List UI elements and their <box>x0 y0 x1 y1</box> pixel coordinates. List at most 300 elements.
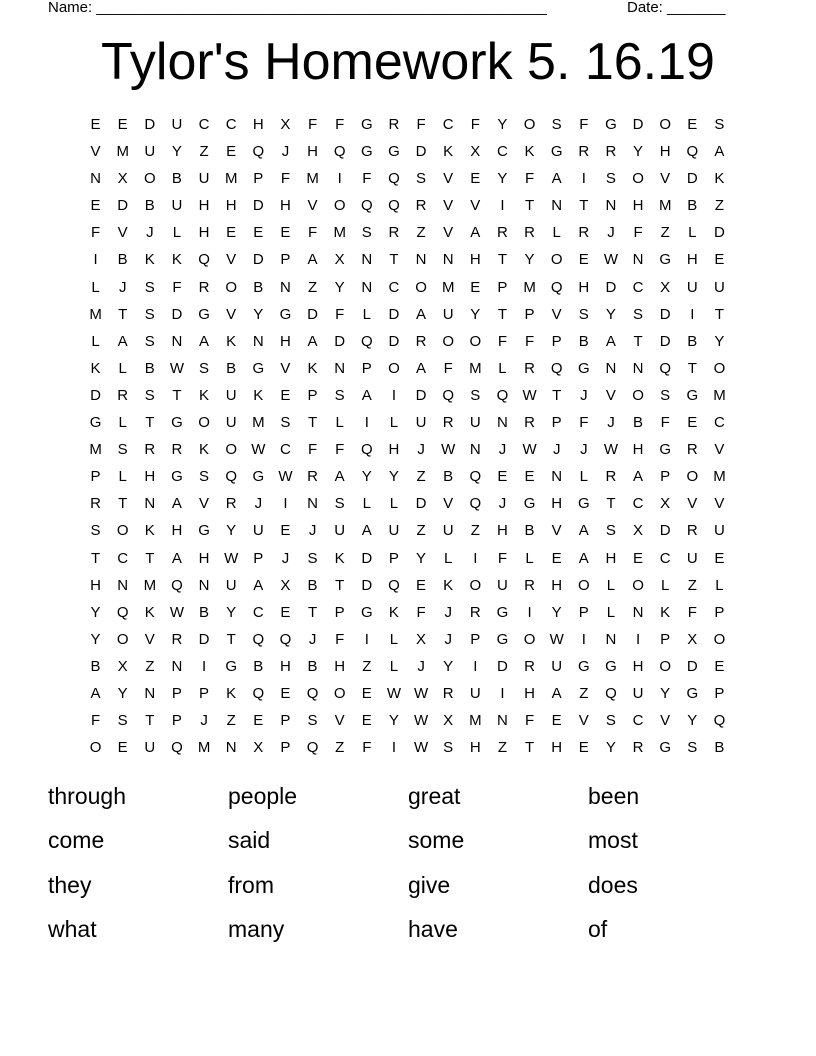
grid-letter: L <box>389 495 399 513</box>
grid-letter: E <box>280 522 291 540</box>
word-list-item: what <box>48 916 97 943</box>
grid-letter: R <box>415 332 427 350</box>
grid-letter: F <box>416 603 426 621</box>
grid-letter: Y <box>388 712 399 730</box>
grid-letter: C <box>442 116 454 133</box>
word-list <box>48 780 768 958</box>
grid-letter: S <box>578 305 589 323</box>
grid-letter: K <box>524 143 535 161</box>
word-search-grid <box>82 111 733 761</box>
grid-letter: D <box>659 305 671 323</box>
grid-letter: L <box>335 414 344 432</box>
grid-letter: H <box>198 197 210 215</box>
grid-letter: X <box>253 739 264 757</box>
grid-letter: U <box>497 576 508 594</box>
grid-letter: I <box>364 414 369 432</box>
grid-letter: N <box>469 441 481 459</box>
grid-letter: V <box>226 251 237 269</box>
grid-letter: U <box>415 414 427 432</box>
grid-letter: Y <box>605 739 616 757</box>
grid-letter: J <box>308 522 317 540</box>
grid-letter: Q <box>388 197 400 215</box>
grid-letter: E <box>280 684 291 702</box>
grid-letter: L <box>389 630 399 648</box>
grid-letter: G <box>496 630 509 648</box>
grid-letter: Y <box>497 170 508 188</box>
grid-letter: L <box>91 278 100 296</box>
grid-letter: Z <box>497 739 508 757</box>
grid-letter: J <box>580 441 588 459</box>
grid-letter: I <box>337 170 342 188</box>
grid-letter: E <box>524 468 535 486</box>
grid-letter: G <box>89 414 102 432</box>
grid-letter: K <box>334 549 345 567</box>
grid-letter: S <box>144 278 155 296</box>
grid-letter: S <box>307 712 318 730</box>
grid-letter: F <box>443 359 453 377</box>
grid-letter: L <box>389 414 399 432</box>
grid-letter: K <box>144 251 155 269</box>
grid-letter: O <box>632 170 644 188</box>
grid-letter: L <box>444 549 453 567</box>
grid-letter: Z <box>416 468 426 486</box>
grid-letter: U <box>714 522 725 540</box>
word-list-item: most <box>588 827 638 854</box>
grid-letter: B <box>524 522 535 540</box>
grid-letter: S <box>334 386 345 404</box>
grid-letter: L <box>118 468 127 486</box>
grid-letter: S <box>605 170 616 188</box>
word-list-item: from <box>228 871 274 898</box>
grid-letter: H <box>686 251 698 269</box>
grid-letter: D <box>632 116 644 133</box>
grid-letter: K <box>443 576 454 594</box>
grid-letter: R <box>632 739 644 757</box>
grid-letter: J <box>498 495 507 513</box>
grid-letter: O <box>388 359 400 377</box>
grid-letter: D <box>659 522 671 540</box>
grid-letter: F <box>524 170 535 188</box>
grid-letter: X <box>117 657 128 675</box>
grid-letter: R <box>415 197 427 215</box>
grid-letter: N <box>497 712 508 730</box>
grid-letter: V <box>443 197 454 215</box>
grid-letter: W <box>549 630 564 648</box>
grid-letter: W <box>169 603 185 621</box>
grid-letter: P <box>253 549 264 567</box>
grid-letter: U <box>442 522 454 540</box>
grid-letter: K <box>307 359 318 377</box>
grid-letter: K <box>144 603 155 621</box>
grid-letter: D <box>334 332 346 350</box>
grid-letter: Y <box>388 468 399 486</box>
grid-letter: J <box>498 441 507 459</box>
grid-letter: Z <box>579 684 589 702</box>
grid-letter: O <box>143 170 156 188</box>
grid-letter: G <box>550 143 563 161</box>
grid-letter: H <box>469 251 481 269</box>
grid-letter: L <box>118 414 127 432</box>
grid-letter: R <box>524 414 535 432</box>
grid-letter: Y <box>524 251 535 269</box>
grid-letter: K <box>144 522 155 540</box>
grid-letter: U <box>198 170 210 188</box>
grid-letter: V <box>334 712 345 730</box>
grid-letter: I <box>690 305 695 323</box>
grid-letter: C <box>714 414 725 432</box>
grid-letter: H <box>469 739 481 757</box>
grid-letter: C <box>632 712 644 730</box>
grid-letter: R <box>388 116 400 133</box>
grid-letter: O <box>686 468 699 486</box>
grid-letter: C <box>659 549 671 567</box>
word-list-item: been <box>588 783 640 809</box>
grid-letter: R <box>225 495 237 513</box>
grid-letter: P <box>524 305 535 323</box>
grid-letter: E <box>497 468 508 486</box>
grid-letter: P <box>280 712 291 730</box>
grid-letter: C <box>280 441 291 459</box>
grid-letter: D <box>252 251 264 269</box>
grid-letter: E <box>253 712 264 730</box>
grid-letter: P <box>714 603 725 621</box>
grid-letter: N <box>117 576 129 594</box>
grid-letter: H <box>497 522 508 540</box>
grid-letter: D <box>415 386 427 404</box>
grid-letter: F <box>687 603 697 621</box>
grid-letter: M <box>441 278 455 296</box>
grid-letter: Q <box>388 576 400 594</box>
grid-letter: C <box>225 116 237 133</box>
grid-letter: J <box>552 441 561 459</box>
grid-letter: Y <box>687 712 698 730</box>
grid-letter: K <box>253 386 264 404</box>
grid-letter: J <box>308 630 317 648</box>
grid-letter: U <box>334 522 346 540</box>
grid-letter: F <box>280 170 291 188</box>
grid-letter: V <box>470 197 481 215</box>
grid-letter: G <box>225 657 238 675</box>
grid-letter: F <box>497 549 508 567</box>
grid-letter: F <box>172 278 182 296</box>
grid-letter: P <box>551 414 562 432</box>
grid-letter: G <box>198 522 210 540</box>
word-list-item: does <box>588 871 638 898</box>
name-field: Name: ______________________________________________________ <box>48 0 547 16</box>
grid-letter: X <box>633 522 644 540</box>
grid-letter: Y <box>660 684 671 702</box>
grid-letter: H <box>144 468 156 486</box>
grid-letter: M <box>713 386 726 404</box>
grid-letter: Z <box>660 224 670 242</box>
grid-letter: N <box>551 197 563 215</box>
grid-letter: R <box>198 278 210 296</box>
grid-letter: D <box>415 495 427 513</box>
grid-letter: Y <box>90 630 101 648</box>
grid-letter: E <box>90 197 101 215</box>
grid-letter: Q <box>171 739 183 757</box>
grid-letter: X <box>416 630 427 648</box>
grid-letter: Y <box>361 468 372 486</box>
grid-letter: R <box>578 143 590 161</box>
grid-letter: B <box>307 657 318 675</box>
grid-letter: Z <box>416 522 426 540</box>
grid-letter: X <box>334 251 345 269</box>
grid-letter: Q <box>713 712 726 730</box>
word-list-item: of <box>588 916 608 943</box>
grid-letter: D <box>659 332 671 350</box>
grid-letter: N <box>605 197 617 215</box>
grid-letter: D <box>686 170 698 188</box>
grid-letter: H <box>524 684 535 702</box>
grid-letter: E <box>551 549 562 567</box>
grid-letter: F <box>497 332 508 350</box>
grid-letter: E <box>226 143 237 161</box>
grid-letter: D <box>388 305 400 323</box>
grid-letter: E <box>361 712 372 730</box>
grid-letter: Q <box>360 332 373 350</box>
grid-letter: D <box>361 549 373 567</box>
grid-letter: R <box>524 576 535 594</box>
grid-letter: O <box>659 657 672 675</box>
grid-letter: M <box>224 170 238 188</box>
grid-letter: J <box>281 143 290 161</box>
grid-letter: C <box>198 116 210 133</box>
grid-letter: H <box>252 116 264 133</box>
grid-letter: B <box>199 603 210 621</box>
grid-letter: Q <box>360 197 373 215</box>
grid-letter: S <box>117 441 128 459</box>
grid-letter: F <box>633 224 643 242</box>
grid-letter: V <box>280 359 291 377</box>
grid-letter: R <box>524 224 535 242</box>
grid-letter: V <box>660 170 671 188</box>
grid-letter: A <box>90 684 101 702</box>
grid-letter: D <box>171 305 183 323</box>
grid-letter: B <box>253 278 264 296</box>
grid-letter: P <box>578 603 589 621</box>
word-list-item: said <box>228 827 271 854</box>
grid-letter: D <box>198 630 210 648</box>
grid-letter: S <box>633 305 644 323</box>
grid-letter: E <box>361 684 372 702</box>
grid-letter: R <box>686 441 698 459</box>
grid-letter: G <box>577 657 590 675</box>
grid-letter: G <box>360 603 373 621</box>
grid-letter: M <box>523 278 536 296</box>
grid-letter: Y <box>171 143 182 161</box>
grid-letter: I <box>473 657 478 675</box>
grid-letter: K <box>226 332 237 350</box>
grid-letter: T <box>172 386 182 404</box>
grid-letter: Q <box>171 576 183 594</box>
grid-letter: O <box>713 359 726 377</box>
grid-letter: H <box>605 549 617 567</box>
grid-letter: R <box>442 684 454 702</box>
grid-letter: Z <box>362 657 372 675</box>
grid-letter: P <box>199 684 210 702</box>
grid-letter: B <box>226 359 237 377</box>
grid-letter: E <box>90 116 101 133</box>
grid-letter: Q <box>252 143 265 161</box>
grid-letter: V <box>551 522 562 540</box>
grid-letter: V <box>578 712 589 730</box>
grid-letter: W <box>224 549 239 567</box>
grid-letter: N <box>144 684 156 702</box>
grid-letter: J <box>444 630 452 648</box>
word-list-item: give <box>408 871 451 898</box>
grid-letter: H <box>280 332 291 350</box>
grid-letter: U <box>469 414 481 432</box>
grid-letter: R <box>442 414 454 432</box>
grid-letter: T <box>145 549 155 567</box>
grid-letter: K <box>90 359 101 377</box>
grid-letter: N <box>252 332 264 350</box>
grid-letter: T <box>524 739 535 757</box>
grid-letter: S <box>416 170 427 188</box>
grid-letter: Y <box>605 305 616 323</box>
grid-letter: X <box>660 495 671 513</box>
grid-letter: C <box>252 603 264 621</box>
grid-letter: W <box>603 441 619 459</box>
grid-letter: S <box>199 359 210 377</box>
grid-letter: C <box>117 549 129 567</box>
grid-letter: B <box>117 251 128 269</box>
grid-letter: F <box>660 414 670 432</box>
grid-letter: A <box>578 522 589 540</box>
grid-letter: P <box>660 468 671 486</box>
grid-letter: L <box>525 549 534 567</box>
grid-letter: T <box>687 359 697 377</box>
grid-letter: T <box>389 251 399 269</box>
grid-letter: Z <box>199 143 209 161</box>
grid-letter: G <box>252 468 265 486</box>
grid-letter: E <box>280 386 291 404</box>
grid-letter: U <box>225 576 237 594</box>
grid-letter: T <box>307 414 318 432</box>
grid-letter: G <box>686 684 699 702</box>
grid-letter: G <box>659 739 672 757</box>
grid-letter: S <box>470 386 481 404</box>
grid-letter: E <box>416 576 427 594</box>
word-list-item: many <box>228 916 285 943</box>
grid-letter: H <box>551 739 563 757</box>
grid-letter: M <box>89 305 102 323</box>
grid-letter: D <box>605 278 617 296</box>
grid-letter: N <box>90 170 101 188</box>
grid-letter: G <box>659 441 672 459</box>
grid-letter: Q <box>333 143 346 161</box>
grid-letter: P <box>388 549 399 567</box>
grid-letter: B <box>633 414 644 432</box>
grid-letter: D <box>361 576 373 594</box>
grid-letter: W <box>441 441 456 459</box>
grid-letter: H <box>334 657 346 675</box>
grid-letter: N <box>198 576 210 594</box>
grid-letter: S <box>144 332 155 350</box>
grid-letter: F <box>524 332 535 350</box>
grid-letter: N <box>415 251 427 269</box>
grid-letter: H <box>90 576 101 594</box>
grid-letter: H <box>632 197 644 215</box>
grid-letter: R <box>497 224 508 242</box>
grid-letter: F <box>579 116 589 133</box>
page-title: Tylor's Homework 5. 16.19 <box>101 33 715 91</box>
grid-letter: Q <box>550 359 563 377</box>
grid-letter: L <box>389 657 399 675</box>
grid-letter: T <box>552 386 562 404</box>
grid-letter: A <box>578 549 589 567</box>
grid-letter: U <box>714 278 725 296</box>
grid-letter: W <box>413 739 429 757</box>
grid-letter: B <box>171 170 182 188</box>
grid-letter: F <box>335 630 345 648</box>
grid-letter: E <box>687 414 698 432</box>
grid-letter: E <box>633 549 644 567</box>
grid-letter: N <box>144 495 156 513</box>
grid-letter: O <box>577 576 590 594</box>
grid-letter: J <box>444 603 452 621</box>
grid-letter: Y <box>551 603 562 621</box>
grid-letter: N <box>605 630 617 648</box>
grid-letter: W <box>386 684 402 702</box>
grid-letter: Q <box>388 170 400 188</box>
grid-letter: B <box>90 657 101 675</box>
grid-letter: K <box>443 143 454 161</box>
grid-letter: C <box>388 278 400 296</box>
grid-letter: Q <box>116 603 129 621</box>
grid-letter: F <box>416 116 426 133</box>
grid-letter: Y <box>416 549 427 567</box>
grid-letter: G <box>659 251 672 269</box>
grid-letter: D <box>90 386 101 404</box>
grid-letter: A <box>416 359 427 377</box>
grid-letter: J <box>417 657 425 675</box>
grid-letter: O <box>333 197 346 215</box>
grid-letter: C <box>497 143 508 161</box>
grid-letter: G <box>360 116 373 133</box>
grid-letter: A <box>171 495 182 513</box>
grid-letter: R <box>90 495 101 513</box>
grid-letter: M <box>333 224 346 242</box>
grid-letter: B <box>144 359 155 377</box>
grid-letter: G <box>577 495 590 513</box>
grid-letter: S <box>687 739 698 757</box>
grid-letter: E <box>687 116 698 133</box>
grid-letter: I <box>391 386 397 404</box>
grid-letter: E <box>470 278 481 296</box>
grid-letter: P <box>90 468 101 486</box>
grid-letter: Z <box>714 197 725 215</box>
grid-letter: P <box>280 251 291 269</box>
grid-letter: J <box>580 386 588 404</box>
grid-letter: P <box>361 359 372 377</box>
grid-letter: Q <box>496 386 509 404</box>
grid-letter: I <box>364 630 369 648</box>
grid-letter: P <box>551 332 562 350</box>
grid-letter: U <box>225 386 237 404</box>
grid-letter: Y <box>714 332 725 350</box>
grid-letter: H <box>632 657 644 675</box>
grid-letter: E <box>280 603 291 621</box>
grid-letter: S <box>605 712 616 730</box>
grid-letter: D <box>415 143 427 161</box>
grid-letter: N <box>307 495 318 513</box>
grid-letter: Z <box>470 522 480 540</box>
grid-letter: E <box>117 739 128 757</box>
grid-letter: O <box>116 522 129 540</box>
grid-letter: A <box>253 576 264 594</box>
